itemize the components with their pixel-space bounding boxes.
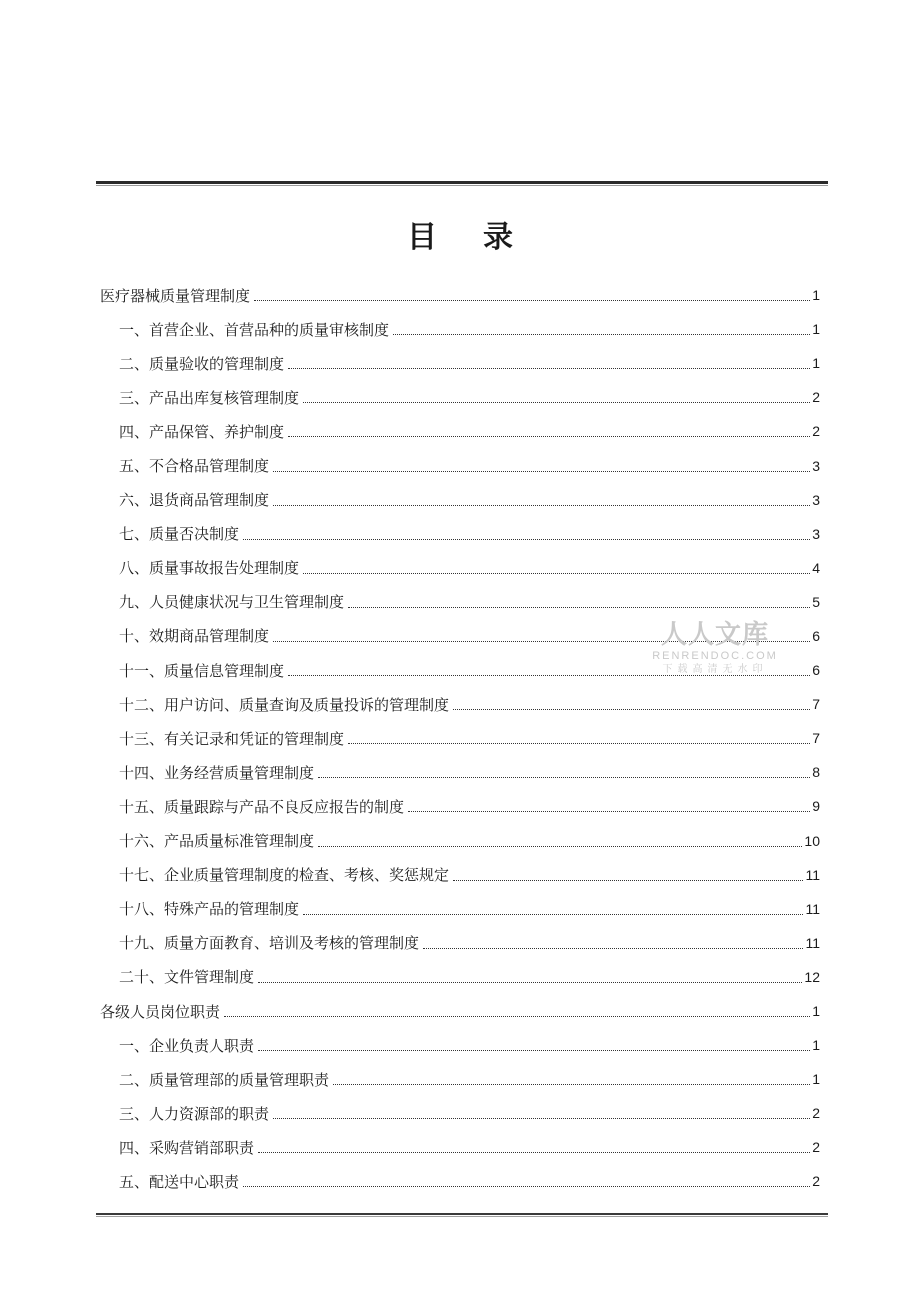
toc-entry-label: 十、效期商品管理制度	[119, 627, 270, 646]
toc-leader-dots	[254, 299, 810, 301]
toc-entry[interactable]	[100, 994, 820, 1028]
toc-entry-page: 11	[805, 866, 820, 883]
toc-entry[interactable]	[100, 755, 820, 789]
toc-leader-dots	[258, 1151, 810, 1153]
toc-entry-page: 1	[812, 287, 820, 304]
toc-entry-label: 十八、特殊产品的管理制度	[119, 900, 300, 919]
toc-leader-dots	[243, 538, 810, 540]
toc-entry-label: 二、质量验收的管理制度	[119, 354, 285, 373]
toc-leader-dots	[348, 606, 810, 608]
toc-entry-page: 7	[812, 730, 820, 747]
toc-leader-dots	[273, 1117, 810, 1119]
toc-entry[interactable]	[100, 1062, 820, 1096]
toc-entry-label: 九、人员健康状况与卫生管理制度	[119, 593, 345, 612]
toc-entry[interactable]	[100, 346, 820, 380]
toc-leader-dots	[273, 470, 810, 472]
watermark-tagline: 下载高清无水印	[662, 664, 768, 675]
toc-entry-label: 三、人力资源部的职责	[119, 1104, 270, 1123]
toc-entry-page: 1	[812, 1071, 820, 1088]
toc-leader-dots	[288, 367, 810, 369]
toc-entry-page: 9	[812, 798, 820, 815]
toc-entry-label: 医疗器械质量管理制度	[100, 286, 251, 305]
toc-entry-page: 3	[812, 525, 820, 542]
toc-entry[interactable]	[100, 858, 820, 892]
toc-leader-dots	[303, 401, 810, 403]
top-rule-shadow	[96, 185, 828, 186]
top-rule	[96, 181, 828, 184]
toc-leader-dots	[258, 981, 802, 983]
toc-entry[interactable]	[100, 414, 820, 448]
toc-entry[interactable]	[100, 1130, 820, 1164]
toc-leader-dots	[423, 947, 803, 949]
toc-entry-page: 2	[812, 389, 820, 406]
toc-entry-page: 1	[812, 1037, 820, 1054]
toc-entry-label: 各级人员岗位职责	[100, 1002, 221, 1021]
toc-entry-label: 十一、质量信息管理制度	[119, 661, 285, 680]
toc-entry[interactable]	[100, 1164, 820, 1198]
toc-entry-label: 四、产品保管、养护制度	[119, 422, 285, 441]
toc-entry-label: 十二、用户访问、质量查询及质量投诉的管理制度	[119, 695, 450, 714]
title-char-2: 录	[483, 220, 513, 255]
toc-leader-dots	[453, 879, 803, 881]
toc-entry-label: 一、首营企业、首营品种的质量审核制度	[119, 320, 390, 339]
toc-entry-page: 2	[812, 1105, 820, 1122]
toc-entry-page: 11	[805, 900, 820, 917]
toc-entry-label: 五、配送中心职责	[119, 1172, 240, 1191]
watermark-name: 人人文库	[660, 620, 769, 650]
toc-entry-page: 10	[804, 832, 820, 849]
toc-entry-page: 2	[812, 1139, 820, 1156]
toc-leader-dots	[333, 1083, 810, 1085]
toc-entry-page: 1	[812, 321, 820, 338]
toc-entry-label: 三、产品出库复核管理制度	[119, 388, 300, 407]
toc-leader-dots	[453, 708, 810, 710]
toc-entry[interactable]	[100, 1028, 820, 1062]
toc-entry-label: 十四、业务经营质量管理制度	[119, 763, 315, 782]
toc-leader-dots	[224, 1015, 810, 1017]
toc-entry-page: 11	[805, 934, 820, 951]
toc-entry[interactable]	[100, 278, 820, 312]
toc-entry[interactable]	[100, 892, 820, 926]
toc-entry-label: 六、退货商品管理制度	[119, 491, 270, 510]
toc-leader-dots	[273, 504, 810, 506]
toc-entry-label: 十三、有关记录和凭证的管理制度	[119, 729, 345, 748]
toc-entry[interactable]	[100, 551, 820, 585]
toc-leader-dots	[393, 333, 810, 335]
toc-title	[0, 212, 920, 256]
toc-entry-label: 四、采购营销部职责	[119, 1138, 255, 1157]
toc-entry[interactable]	[100, 789, 820, 823]
toc-entry[interactable]	[100, 687, 820, 721]
toc-entry-page: 2	[812, 1173, 820, 1190]
toc-entry[interactable]	[100, 926, 820, 960]
toc-entry-page: 1	[812, 1003, 820, 1020]
toc-entry-page: 6	[812, 627, 820, 644]
toc-leader-dots	[303, 913, 803, 915]
toc-entry-page: 12	[804, 968, 820, 985]
toc-entry-page: 3	[812, 457, 820, 474]
toc-entry-label: 十九、质量方面教育、培训及考核的管理制度	[119, 934, 420, 953]
toc-entry-page: 1	[812, 355, 820, 372]
toc-entry-page: 5	[812, 593, 820, 610]
toc-leader-dots	[243, 1185, 810, 1187]
watermark-domain: RENRENDOC.COM	[652, 650, 778, 662]
toc-entry-page: 7	[812, 696, 820, 713]
toc-entry[interactable]	[100, 312, 820, 346]
toc-entry-label: 十五、质量跟踪与产品不良反应报告的制度	[119, 797, 405, 816]
toc-entry[interactable]	[100, 585, 820, 619]
toc-entry[interactable]	[100, 1096, 820, 1130]
toc-entry-label: 二、质量管理部的质量管理职责	[119, 1070, 330, 1089]
title-char-1: 目	[407, 220, 437, 255]
toc-entry-label: 十七、企业质量管理制度的检查、考核、奖惩规定	[119, 866, 450, 885]
toc-entry-page: 8	[812, 764, 820, 781]
toc-entry-label: 十六、产品质量标准管理制度	[119, 832, 315, 851]
toc-entry-label: 五、不合格品管理制度	[119, 457, 270, 476]
toc-entry[interactable]	[100, 448, 820, 482]
toc-entry-label: 八、质量事故报告处理制度	[119, 559, 300, 578]
toc-entry[interactable]	[100, 380, 820, 414]
toc-leader-dots	[348, 742, 810, 744]
toc-entry-label: 七、质量否决制度	[119, 525, 240, 544]
toc-entry-page: 6	[812, 662, 820, 679]
toc-leader-dots	[318, 845, 802, 847]
toc-entry[interactable]	[100, 483, 820, 517]
toc-entry-label: 二十、文件管理制度	[119, 968, 255, 987]
watermark-logo	[640, 620, 790, 676]
toc-entry-page: 3	[812, 491, 820, 508]
toc-entry-page: 2	[812, 423, 820, 440]
toc-leader-dots	[303, 572, 810, 574]
toc-entry[interactable]	[100, 960, 820, 994]
toc-leader-dots	[318, 776, 810, 778]
toc-list	[100, 278, 820, 1199]
bottom-rule	[96, 1213, 828, 1215]
toc-leader-dots	[408, 810, 810, 812]
toc-leader-dots	[258, 1049, 810, 1051]
toc-entry[interactable]	[100, 721, 820, 755]
toc-leader-dots	[288, 435, 810, 437]
bottom-rule-shadow	[96, 1216, 828, 1217]
toc-entry-label: 一、企业负责人职责	[119, 1036, 255, 1055]
toc-entry[interactable]	[100, 517, 820, 551]
toc-entry[interactable]	[100, 824, 820, 858]
toc-entry-page: 4	[812, 559, 820, 576]
